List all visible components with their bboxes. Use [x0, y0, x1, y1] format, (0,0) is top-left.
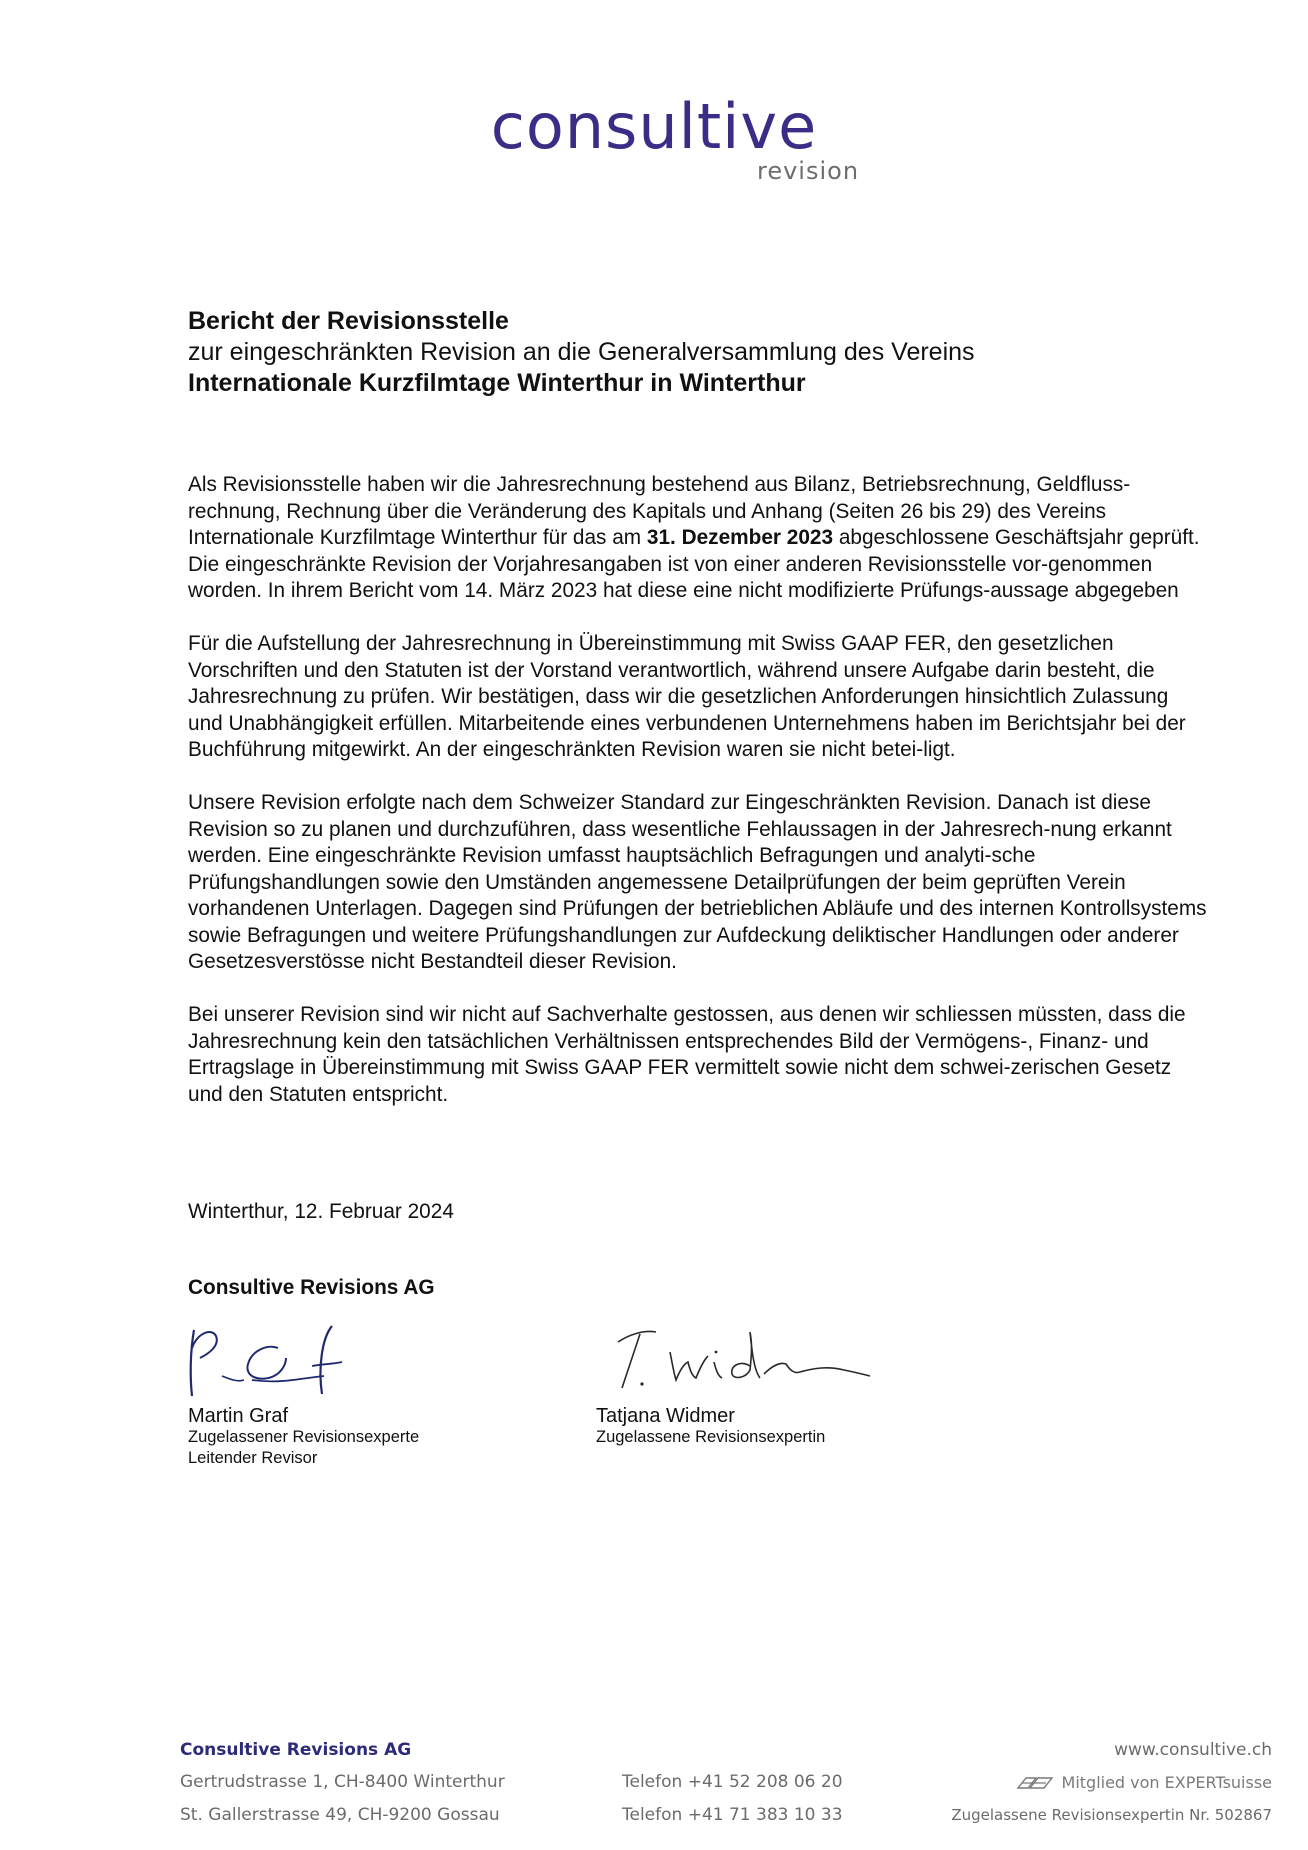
footer-address-winterthur: Gertrudstrasse 1, CH-8400 Winterthur [180, 1772, 505, 1792]
footer-registration: Zugelassene Revisionsexpertin Nr. 502867 [951, 1806, 1272, 1824]
expertsuisse-icon [1016, 1774, 1054, 1792]
place-date: Winterthur, 12. Februar 2024 [188, 1200, 454, 1223]
footer-company: Consultive Revisions AG [180, 1740, 412, 1760]
signer-role: Zugelassener Revisionsexperte [188, 1428, 420, 1446]
signature-tatjana-widmer [600, 1322, 880, 1402]
footer-website: www.consultive.ch [1114, 1740, 1272, 1760]
footer-member-text: Mitglied von EXPERTsuisse [1061, 1773, 1272, 1792]
report-title: Bericht der Revisionsstelle [188, 307, 509, 335]
report-heading [188, 306, 975, 399]
paragraph-2: Für die Aufstellung der Jahresrechnung in Übereinstimmung mit Swiss GAAP FER, den gesetzlichen Vorschriften und den Statuten ist der Vorstand verantwortlich, während unsere Aufgabe darin besteht, die Jahresrechnung zu prüfen. Wir bestätigen, dass wir die gesetzlichen Anforderungen hinsichtlich Zulassung und Unabhängigkeit erfüllen. Mitarbeitende eines verbundenen Unternehmens haben im Berichtsjahr bei der Buchführung mitgewirkt. An der eingeschränkten Revision waren sie nicht betei-ligt. [188, 632, 1186, 761]
paragraph-1 [188, 472, 1208, 605]
company-logo [0, 90, 1308, 185]
report-subtitle: zur eingeschränkten Revision an die Generalversammlung des Vereins [188, 338, 975, 366]
footer-phone-winterthur: Telefon +41 52 208 06 20 [622, 1772, 843, 1792]
report-entity: Internationale Kurzfilmtage Winterthur in Winterthur [188, 369, 806, 397]
footer-phone-gossau: Telefon +41 71 383 10 33 [622, 1805, 843, 1825]
fiscal-year-end: 31. Dezember 2023 [646, 526, 834, 549]
paragraph-3: Unsere Revision erfolgte nach dem Schweizer Standard zur Eingeschränkten Revision. Danach ist diese Revision so zu planen und durchzuführen, dass wesentliche Fehlaussagen in der Jahresrech-nung erkannt werden. Eine eingeschränkte Revision umfasst hauptsächlich Befragungen und analyti-sche Prüfungshandlungen sowie den Umständen angemessene Detailprüfungen der beim geprüften Verein vorhandenen Unterlagen. Dagegen sind Prüfungen der betrieblichen Abläufe und des internen Kontrollsystems sowie Befragungen und weitere Prüfungshandlungen zur Aufdeckung deliktischer Handlungen oder anderer Gesetzesverstösse nicht Bestandteil dieser Revision. [188, 791, 1207, 973]
report-body [188, 472, 1208, 1135]
signer-role: Zugelassene Revisionsexpertin [596, 1428, 826, 1446]
paragraph-1-part-a: Als Revisionsstelle haben wir die Jahresrechnung bestehend aus Bilanz, Betriebsrechnung, Geldfluss-rechnung, Rechnung über die Veränderung des Kapitals und Anhang (Seiten 26 bis 29) des Vereins Internationale Kurzfilmtage Winterthur für das am [188, 473, 1131, 549]
signing-company: Consultive Revisions AG [188, 1276, 435, 1299]
paragraph-4: Bei unserer Revision sind wir nicht auf Sachverhalte gestossen, aus denen wir schliessen müssten, dass die Jahresrechnung kein den tatsächlichen Verhältnissen entsprechendes Bild der Vermögens-, Finanz- und Ertragslage in Übereinstimmung mit Swiss GAAP FER vermittelt sowie nicht dem schwei-zerischen Gesetz und den Statuten entspricht. [188, 1003, 1186, 1106]
signer-name: Martin Graf [188, 1405, 289, 1427]
signer-block-1 [188, 1405, 419, 1469]
paragraph-1-part-b: abgeschlossene Geschäftsjahr geprüft. Die eingeschränkte Revision der Vorjahresangaben ist von einer anderen Revisionsstelle vor-genommen worden. In ihrem Bericht vom 14. März 2023 hat diese eine nicht modifizierte Prüfungs-aussage abgegeben [188, 526, 1200, 602]
signer-name: Tatjana Widmer [596, 1405, 735, 1427]
signature-martin-graf [182, 1318, 372, 1408]
signer-block-2 [596, 1405, 825, 1448]
signer-role-2: Leitender Revisor [188, 1449, 318, 1467]
logo-sub: revision [757, 157, 860, 185]
logo-brand: consultive [490, 90, 818, 163]
footer-address-gossau: St. Gallerstrasse 49, CH-9200 Gossau [180, 1805, 500, 1825]
footer-membership [1016, 1773, 1272, 1792]
page-footer [0, 1740, 1308, 1840]
